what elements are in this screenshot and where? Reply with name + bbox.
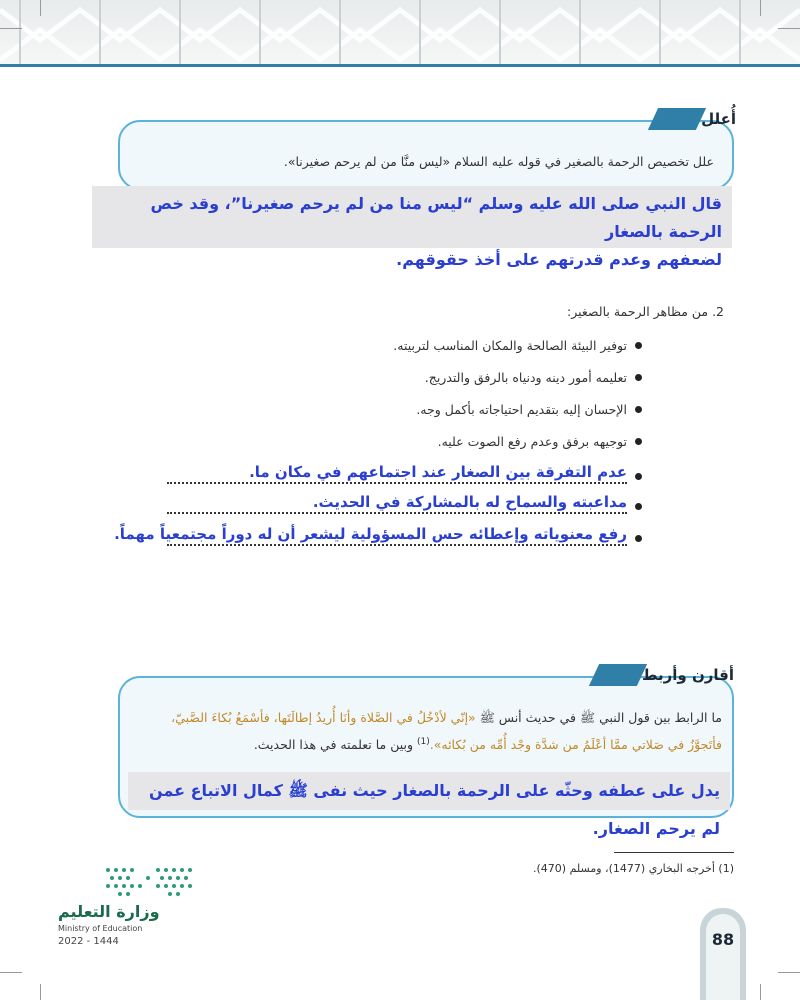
tab-marker-icon	[589, 664, 647, 686]
crop-mark	[778, 972, 800, 973]
page-tab-inner	[706, 914, 740, 1000]
answer-line	[114, 522, 642, 546]
bullet-icon	[635, 406, 642, 413]
list-item-text: الإحسان إليه بتقديم احتياجاته بأكمل وجه.	[416, 402, 627, 417]
crop-mark	[760, 984, 761, 1000]
reasoning-tab-label: أُعلل	[701, 110, 736, 128]
list-item	[438, 434, 642, 449]
tab-marker-icon	[648, 108, 706, 130]
crop-mark	[778, 28, 800, 29]
compare-answer	[128, 772, 730, 838]
header-pattern	[0, 0, 800, 66]
prompt-start: ما الرابط بين قول النبي ﷺ في حديث أنس ﷺ	[479, 710, 722, 725]
reasoning-tab	[632, 104, 742, 134]
compare-prompt	[140, 706, 722, 757]
ministry-logo-icon	[98, 862, 198, 898]
compare-prompt-text	[140, 706, 722, 757]
dotted-line	[167, 460, 627, 484]
crop-mark	[0, 28, 22, 29]
list-item-text: توفير البيئة الصالحة والمكان المناسب لتربيته.	[393, 338, 627, 353]
reasoning-answer-line1: قال النبي صلى الله عليه وسلم “ليس منا من لم يرحم صغيرنا”، وقد خص الرحمة بالصغار	[150, 194, 722, 241]
page-number-tab	[700, 908, 746, 1000]
reasoning-answer	[92, 186, 732, 269]
bullet-icon	[635, 438, 642, 445]
footnote-ref: (1)	[416, 737, 430, 747]
list-item	[393, 338, 642, 353]
bullet-icon	[635, 374, 642, 381]
reasoning-question: علل تخصيص الرحمة بالصغير في قوله عليه السلام «ليس منَّا من لم يرحم صغيرنا».	[283, 154, 714, 169]
crop-mark	[40, 984, 41, 1000]
list-item	[416, 402, 642, 417]
list-item-text: تعليمه أمور دينه ودنياه بالرفق والتدريج.	[424, 370, 627, 385]
crop-mark	[40, 0, 41, 16]
handwritten-answer: عدم التفرقة بين الصغار عند اجتماعهم في مكان ما.	[249, 463, 627, 481]
compare-tab	[590, 660, 740, 690]
hadith-text: الصَّبيّ، فأتَجوَّزُ في صَلاتي ممَّا أعْلَمُ من شدَّة وجْد أُمِّه من بُكائه».	[171, 710, 722, 753]
prompt-end: وبين ما تعلمته في هذا الحديث.	[253, 737, 413, 753]
crop-mark	[760, 0, 761, 16]
footnote-rule	[614, 852, 734, 853]
header-rule	[0, 64, 800, 67]
compare-tab-label: أقارن وأربط	[641, 666, 734, 684]
question-2-heading	[567, 304, 724, 319]
reasoning-answer-line2: لضعفهم وعدم قدرتهم على أخذ حقوقهم.	[396, 250, 722, 269]
compare-answer-text: يدل على عطفه وحثّه على الرحمة بالصغار حيث نفى ﷺ كمال الاتباع عمن لم يرحم الصغار.	[148, 781, 720, 838]
crop-mark	[0, 972, 22, 973]
footnote: (1) أخرجه البخاري (1477)، ومسلم (470).	[533, 862, 734, 875]
question-number: 2.	[712, 304, 724, 319]
bullet-icon	[635, 503, 642, 510]
list-item-text: توجيهه برفق وعدم رفع الصوت عليه.	[437, 434, 627, 449]
edition-year: 2022 - 1444	[58, 936, 119, 947]
bullet-icon	[635, 473, 642, 480]
hadith-text: «إنّي لأدْخُلُ في الصَّلاة وأنَا أُريدُ إطالَتَها، فأسْمَعُ بُكاءَ	[211, 710, 476, 725]
list-item	[425, 370, 642, 385]
page-number: 88	[711, 930, 735, 949]
ministry-name-english: Ministry of Education	[58, 924, 143, 933]
dotted-line	[167, 490, 627, 514]
question-text: من مظاهر الرحمة بالصغير:	[567, 304, 709, 319]
bullet-icon	[635, 342, 642, 349]
bullet-icon	[635, 535, 642, 542]
answer-line	[167, 460, 642, 484]
handwritten-answer: مداعبته والسماح له بالمشاركة في الحديث.	[312, 493, 627, 511]
handwritten-answer: رفع معنوياته وإعطائه حس المسؤولية ليشعر أن له دوراً مجتمعياً مهماً.	[114, 525, 627, 543]
dotted-line	[114, 522, 627, 546]
answer-line	[167, 490, 642, 514]
ministry-name-arabic: وزارة التعليم	[58, 902, 160, 921]
